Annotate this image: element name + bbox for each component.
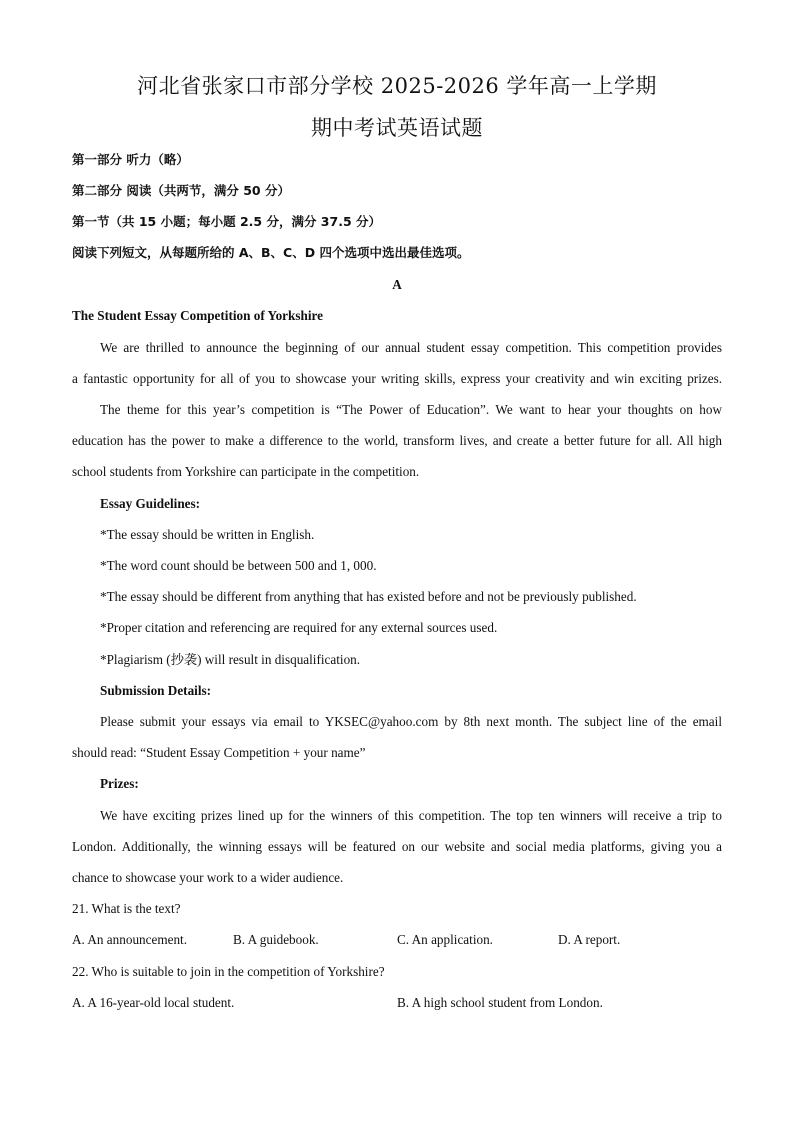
- question-21-option-b: B. A guidebook.: [233, 932, 319, 947]
- prizes-line-1: We have exciting prizes lined up for the winners of this competition. The top ten winners will receive a trip to: [100, 808, 722, 823]
- question-21-option-d: D. A report.: [558, 932, 621, 947]
- question-22-option-b: B. A high school student from London.: [397, 995, 603, 1010]
- question-21-stem: 21. What is the text?: [72, 901, 181, 916]
- part1-heading: 第一部分 听力（略）: [72, 152, 189, 167]
- paragraph-2-line-3: school students from Yorkshire can participate in the competition.: [72, 464, 420, 479]
- question-21-option-c: C. An application.: [397, 932, 493, 947]
- submission-line-1: Please submit your essays via email to YKSEC@yahoo.com by 8th next month. The subject line of the email: [100, 714, 722, 729]
- guideline-item: *The word count should be between 500 and 1, 000.: [100, 558, 377, 573]
- paragraph-1-line-1: We are thrilled to announce the beginning of our annual student essay competition. This competition provides: [100, 340, 722, 355]
- guideline-item: *Proper citation and referencing are required for any external sources used.: [100, 620, 498, 635]
- prizes-line-2: London. Additionally, the winning essays will be featured on our website and social media platforms, giving you a: [72, 839, 722, 854]
- passage-title: The Student Essay Competition of Yorkshire: [72, 308, 323, 323]
- paragraph-2-line-1: The theme for this year’s competition is “The Power of Education”. We want to hear your thoughts on how: [100, 402, 722, 417]
- question-22-stem: 22. Who is suitable to join in the competition of Yorkshire?: [72, 964, 385, 979]
- submission-heading: Submission Details:: [100, 683, 212, 698]
- guideline-item: *Plagiarism (抄袭) will result in disqualification.: [100, 652, 361, 667]
- guidelines-heading: Essay Guidelines:: [100, 496, 201, 511]
- guideline-item: *The essay should be different from anything that has existed before and not be previously published.: [100, 589, 637, 604]
- exam-title-line2: 期中考试英语试题: [311, 116, 483, 140]
- prizes-line-3: chance to showcase your work to a wider audience.: [72, 870, 344, 885]
- passage-label: A: [392, 277, 402, 292]
- question-22-option-a: A. A 16-year-old local student.: [72, 995, 235, 1010]
- paragraph-2-line-2: education has the power to make a difference to the world, transform lives, and create a better future for all. All high: [72, 433, 722, 448]
- part2-heading: 第二部分 阅读（共两节，满分 50 分）: [72, 183, 290, 198]
- submission-line-2: should read: “Student Essay Competition + your name”: [72, 745, 366, 760]
- prizes-heading: Prizes:: [100, 776, 139, 791]
- reading-instruction: 阅读下列短文，从每题所给的 A、B、C、D 四个选项中选出最佳选项。: [72, 245, 470, 260]
- paragraph-1-line-2: a fantastic opportunity for all of you to showcase your writing skills, express your creativity and win exciting prizes.: [72, 371, 722, 386]
- question-21-option-a: A. An announcement.: [72, 932, 187, 947]
- exam-title-line1: 河北省张家口市部分学校 2025-2026 学年高一上学期: [137, 74, 657, 98]
- section1-heading: 第一节（共 15 小题；每小题 2.5 分，满分 37.5 分）: [72, 214, 381, 229]
- guideline-item: *The essay should be written in English.: [100, 527, 315, 542]
